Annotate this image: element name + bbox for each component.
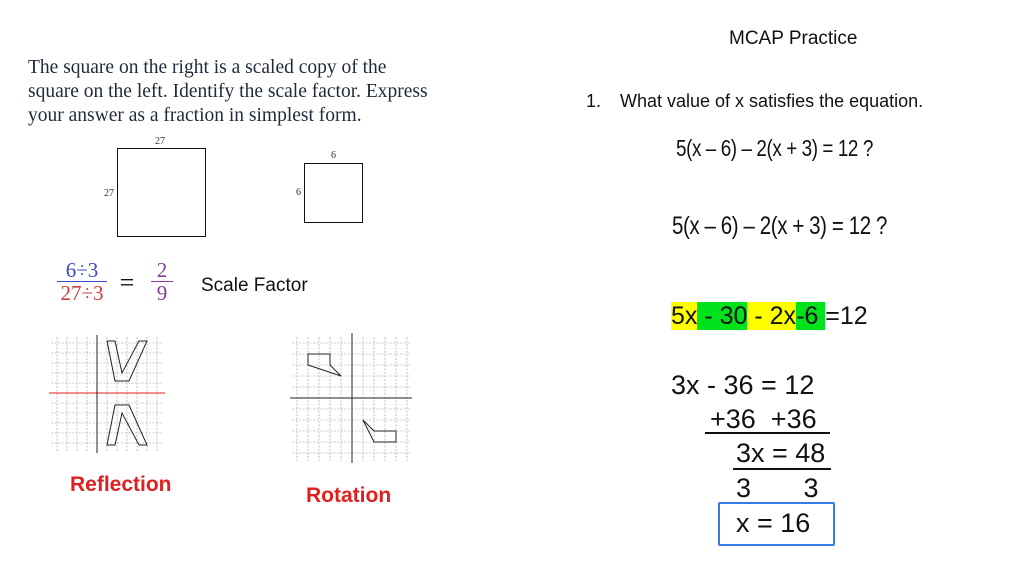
solution-step-2: +36 +36 <box>710 404 817 434</box>
solution-step-1: 3x - 36 = 12 <box>671 370 815 400</box>
small-square <box>304 163 363 223</box>
big-square-top-label: 27 <box>155 136 165 147</box>
scale-factor-label: Scale Factor <box>201 275 308 296</box>
fraction-right-denominator: 9 <box>156 281 168 305</box>
answer-text: x = 16 <box>736 508 811 538</box>
answer-box <box>718 502 835 546</box>
rotation-label: Rotation <box>306 484 392 507</box>
expanded-term-1: 5x <box>671 302 698 330</box>
expanded-term-4: -6 <box>796 302 826 330</box>
small-square-side-label: 6 <box>296 187 301 198</box>
expanded-equation <box>671 302 868 331</box>
big-square <box>117 148 206 237</box>
page-title: MCAP Practice <box>729 28 858 49</box>
question-text: What value of x satisfies the equation. <box>620 91 924 111</box>
expanded-term-3: - 2x <box>747 302 797 330</box>
question-number: 1. <box>586 91 602 111</box>
question-line <box>586 91 923 112</box>
expanded-term-2: - 30 <box>697 302 748 330</box>
reflection-graph <box>47 333 167 457</box>
solution-underline-2 <box>733 468 831 470</box>
expanded-term-5: =12 <box>825 302 868 330</box>
equation-1: 5(x – 6) – 2(x + 3) = 12 ? <box>676 135 873 161</box>
fraction-left-numerator: 6÷3 <box>65 258 99 282</box>
fraction-right-numerator: 2 <box>156 258 168 282</box>
small-square-top-label: 6 <box>331 150 336 161</box>
equation-2: 5(x – 6) – 2(x + 3) = 12 ? <box>672 212 887 240</box>
problem-text: The square on the right is a scaled copy of the square on the left. Identify the scale factor. Express your answer as a fraction in simplest form. <box>28 57 428 126</box>
solution-step-3: 3x = 48 <box>736 438 826 468</box>
solution-step-4: 3 3 <box>736 473 819 503</box>
fraction-equals: = <box>119 268 135 297</box>
scale-fraction <box>57 260 177 304</box>
big-square-side-label: 27 <box>104 188 114 199</box>
reflection-label: Reflection <box>70 473 172 496</box>
fraction-left-denominator: 27÷3 <box>60 281 104 305</box>
rotation-graph <box>288 331 414 465</box>
solution-underline-1 <box>705 432 830 434</box>
